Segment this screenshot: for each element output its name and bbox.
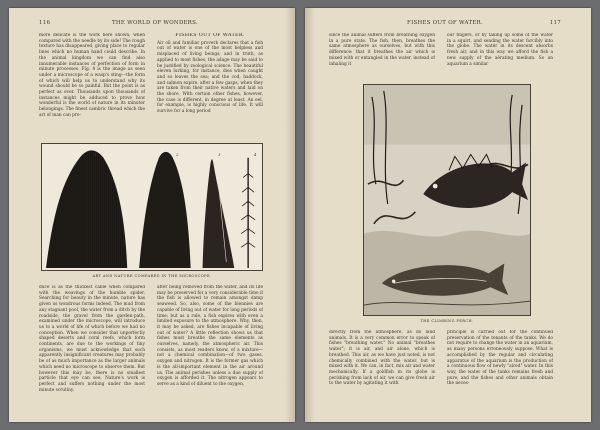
needle-point-shape xyxy=(46,150,127,268)
left-column-2-top xyxy=(157,33,263,139)
left-figure-caption: ART AND NATURE COMPARED IN THE MICROSCOPE. xyxy=(92,274,212,278)
climbing-perch-engraving xyxy=(364,85,530,315)
figure-label-3: 3 xyxy=(218,152,221,157)
right-col2-bottom-text: principle is carried out for the continued preservation of the tenants of the tanks. We do not require to change the water in an aquarium, as many persons erroneously suppose. What is accomplished by the regular and circulating apparatus of the aquarium is the production of a continuous flow of newly "aired" water. In this way, the water of the tanks remains fresh and pure, and the fishes and other animals obtain the neces- xyxy=(447,330,553,387)
left-col1-bottom-text: duce is as the thickest cable when compared with the weavings of the humble spider. Searching for beauty in the minute, nature has given us wondrous forms indeed. The mud from any stagnant pool, the water from a ditch by the roadside, the gravel from the garden-path, examined under the microscope, will introduce us to a world of life of which before we had no conception. When we consider that unperfectly shaped deserts and coral reefs, which form continents, are due to the workings of tiny organisms, we must acknowledge that such apparently insignificant creatures may probably be of as much importance as the larger animals which need no microscope to observe them. But however this may be, there is no smallest particle that eye can see, Nature's work is perfect and suffers nothing under the most minute scrutiny. xyxy=(39,285,145,393)
figure-label-1: 1 xyxy=(94,152,97,157)
left-col1-top-text: more delicate is the work here shown, when compared with the needle by its side! The rough texture has disappeared, giving place to regular lines which no human hand could describe. In the animal kingdom we can find also innumerable instances of perfection of form in minute processes. Fig. 4 is the image as seen under a microscope of a wasp's sting—the form of which will help us to understand why its wound should be so painful. But the point is as perfect as ever. Thousands upon thousands of instances might be adduced to prove how wonderful is the world of nature in its minuter belongings. The finest cambric thread which the art of man can pro- xyxy=(39,33,145,118)
right-col1-top-text: since the animal suffers from breathing oxygen in a pure state. The fish, then, breathes the same atmosphere as ourselves, but with this difference: that it breathes the air which is mixed with or entangled in the water, instead of inhaling it xyxy=(329,33,435,67)
left-col2-bottom-text: after being removed from the water, and its life may be preserved for a very considerable time if the fish is allowed to remain amongst damp seaweed. So, also, some of the blennies are capable of living out of water for long periods of time; but as a rule, a fish expires with even a limited exposure to the atmosphere. Why, then, it may be asked, are fishes incapable of living out of water? A little reflection shows us that fishes must breathe the same elements as ourselves, namely, the atmospheric air. This consists, as most readers know, of a mixture—not a chemical combination—of two gases, oxygen and nitrogen. It is the former gas which is the all-important element in the air around us. The animal perishes unless a due supply of oxygen is afforded it. The nitrogen appears to serve as a kind of diluent to the oxygen, xyxy=(157,285,263,387)
right-page xyxy=(305,8,591,422)
microscope-engraving xyxy=(42,144,262,270)
left-running-head xyxy=(39,20,271,28)
figure-label-2: 2 xyxy=(176,152,179,157)
left-page xyxy=(9,8,295,422)
microscope-figure xyxy=(41,143,263,271)
right-column-1-top xyxy=(329,33,435,79)
left-column-1-bottom xyxy=(39,285,145,411)
finer-needle-shape xyxy=(139,152,191,268)
right-col2-top-text: our fingers, or by taking up some of the water in a squirt, and sending the water forcibly into the globe. The water in its descent absorbs fresh air, and in this way we afford the fish a new supply of the aërating medium. So an aquarium a similar xyxy=(447,33,553,67)
right-running-head xyxy=(329,20,561,28)
right-col1-bottom-text: directly from the atmosphere, as do land animals. It is a very common error to speak of fishes "breathing water." No animal "breathes water"; it is air, and air alone, which is breathed. This air, as we have just noted, is not chemically combined with the water, but is mixed with it. We can, in fact, mix air and water mechanically. If a goldfish in its globe is perishing from lack of air, we can give fresh air to the water by agitating it with xyxy=(329,330,435,387)
right-page-number: 117 xyxy=(549,20,561,26)
figure-label-4: 4 xyxy=(254,152,257,157)
climbing-perch-figure xyxy=(363,84,531,316)
right-running-title: FISHES OUT OF WATER. xyxy=(407,20,483,26)
right-column-1-bottom xyxy=(329,330,435,412)
lower-fish-eye xyxy=(392,280,396,284)
left-page-number: 116 xyxy=(39,20,51,26)
right-figure-caption: THE CLIMBING PERCH. xyxy=(420,319,474,323)
right-column-2-bottom xyxy=(447,330,553,412)
left-col2-top-text: Air oil and familiar proverb declares that a fish out of water is one of the most helpless and misplaced of living beings; and in truth, as applied to most fishes, the adage may be said to be justified by zoological science. The beautiful eleven lurking, for instance, dies when caught and so leaves the sea; and the cod, haddock, and salmon expire, after a few gasps, when they are taken from their native waters and laid on the shore. With certain other fishes, however, the case is different, in degree at least. An eel, for example, is highly conscious of life. It will survive for a long period xyxy=(157,40,263,115)
left-running-title: THE WORLD OF WONDERS. xyxy=(112,20,198,26)
left-column-1-top xyxy=(39,33,145,139)
right-column-2-top xyxy=(447,33,553,79)
section-heading: FISHES OUT OF WATER. xyxy=(175,33,245,38)
perch-eye xyxy=(433,184,438,189)
wasp-sting-shape xyxy=(203,159,235,268)
left-column-2-bottom xyxy=(157,285,263,411)
